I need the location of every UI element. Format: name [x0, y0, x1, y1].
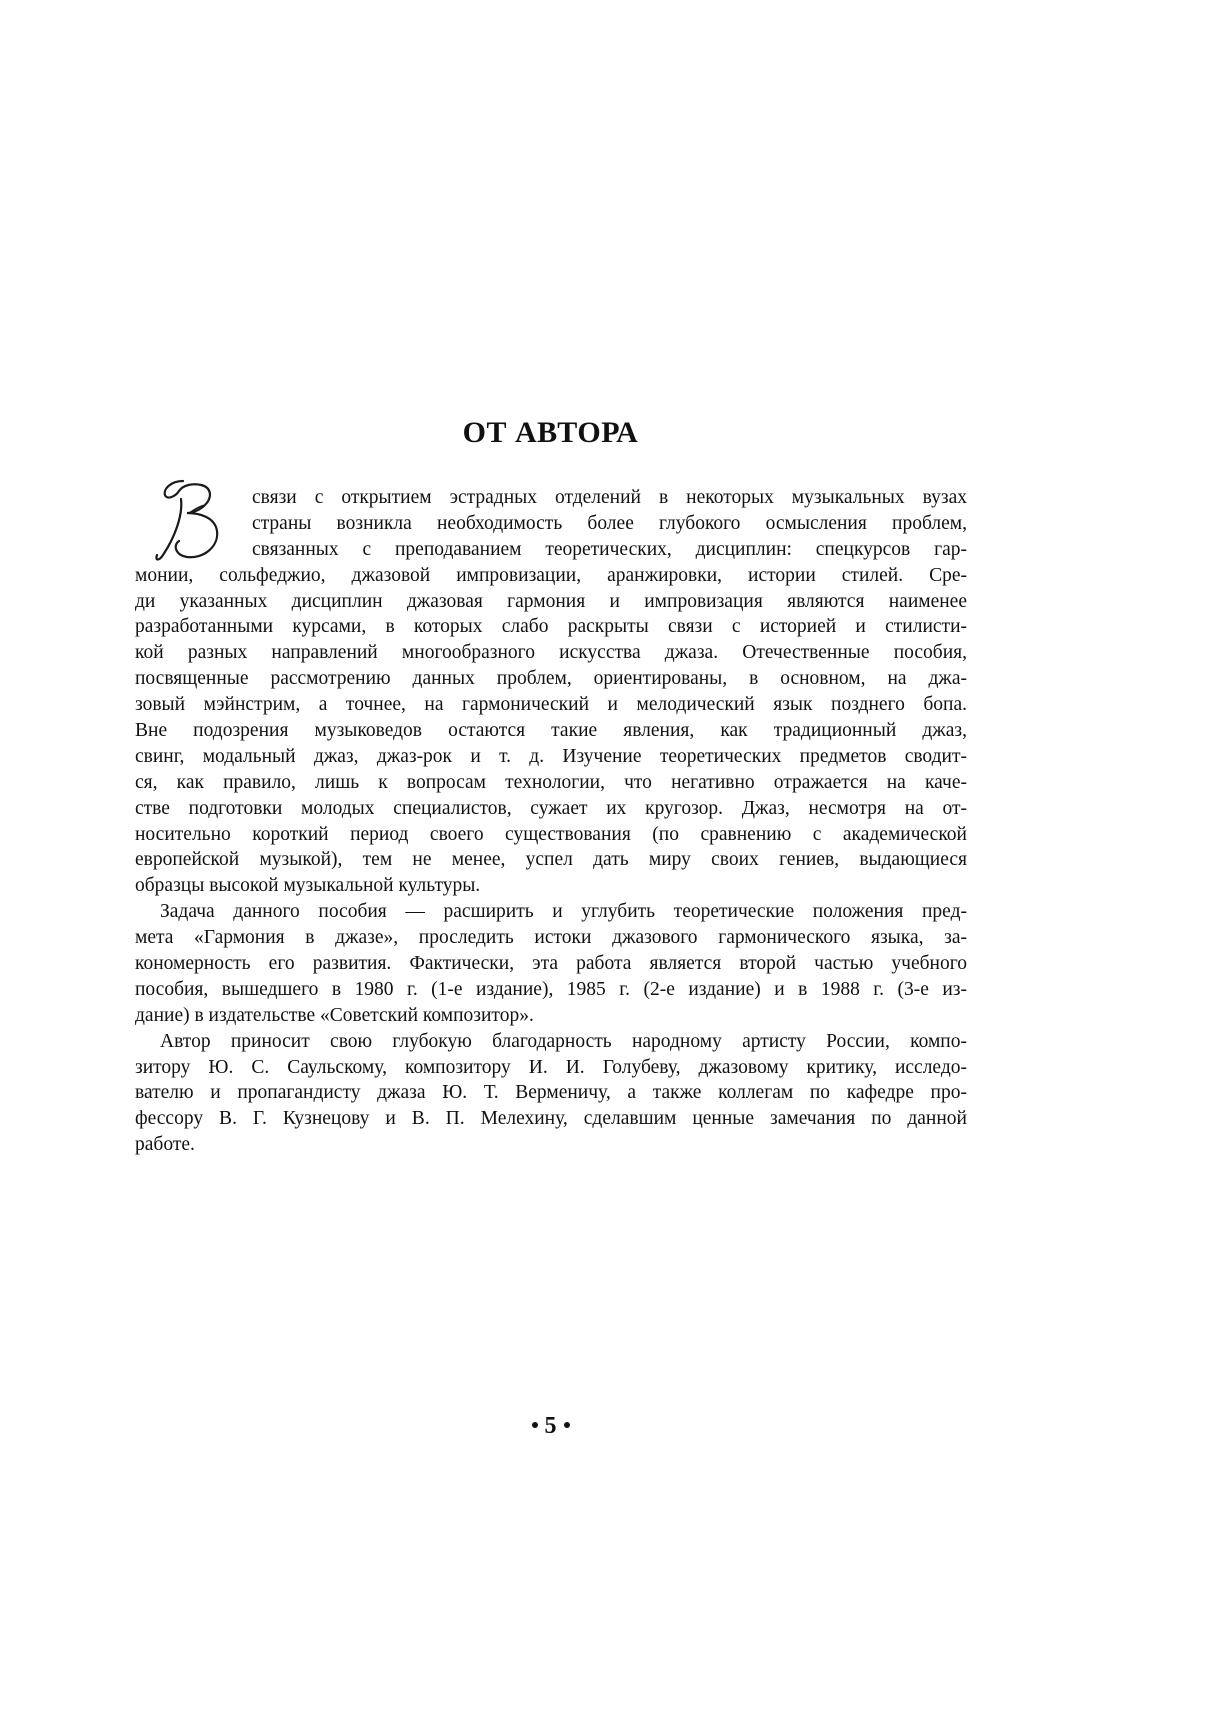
text-line: фессору В. Г. Кузнецову и В. П. Мелехину, сделавшим ценные замечания по данной	[135, 1108, 967, 1130]
page-number-value: 5	[544, 1413, 557, 1439]
text-line: связи с открытием эстрадных отделений в некоторых музыкальных вузах	[252, 487, 967, 508]
text-line: стве подготовки молодых специалистов, сужает их кругозор. Джаз, несмотря на от-	[135, 797, 967, 819]
text-line: посвященные рассмотрению данных проблем, ориентированы, в основном, на джа-	[135, 668, 967, 690]
page-number	[0, 1413, 1101, 1440]
text-line: кономерность его развития. Фактически, эта работа является второй частью учебного	[135, 953, 967, 975]
text-line: мета «Гармония в джазе», проследить истоки джазового гармонического языка, за-	[135, 927, 967, 949]
page-title: ОТ АВТОРА	[462, 416, 639, 449]
text-line: работе.	[135, 1134, 195, 1156]
text-line: разработанными курсами, в которых слабо раскрыты связи с историей и стилисти-	[135, 616, 967, 638]
text-line: Задача данного пособия — расширить и углубить теоретические положения пред-	[160, 901, 967, 923]
text-line: Автор приносит свою глубокую благодарность народному артисту России, компо-	[160, 1030, 967, 1052]
dropcap-letter-v	[153, 475, 245, 567]
text-line: европейской музыкой), тем не менее, успел дать миру своих гениев, выдающиеся	[135, 849, 967, 871]
paragraph-1	[135, 485, 967, 899]
text-line: зитору Ю. С. Саульскому, композитору И. И. Голубеву, джазовому критику, исследо-	[135, 1056, 967, 1078]
text-line: монии, сольфеджио, джазовой импровизации, аранжировки, истории стилей. Сре-	[135, 564, 967, 586]
text-line: пособия, вышедшего в 1980 г. (1-е издание), 1985 г. (2-е издание) и в 1988 г. (3-е из-	[135, 978, 967, 1000]
text-line: вателю и пропагандисту джаза Ю. Т. Верменичу, а также коллегам по кафедре про-	[135, 1082, 967, 1104]
paragraph-3	[135, 1029, 967, 1158]
text-line: зовый мэйнстрим, а точнее, на гармонический и мелодический язык позднего бопа.	[135, 694, 967, 716]
text-line: страны возникла необходимость более глубокого осмысления проблем,	[252, 512, 967, 534]
text-line: образцы высокой музыкальной культуры.	[135, 875, 481, 897]
bullet-dot-icon	[564, 1422, 570, 1428]
bullet-dot-icon	[532, 1422, 538, 1428]
paragraph-2	[135, 899, 967, 1028]
text-line: связанных с преподаванием теоретических, дисциплин: спецкурсов гар-	[252, 538, 967, 560]
text-line: Вне подозрения музыковедов остаются такие явления, как традиционный джаз,	[135, 720, 967, 742]
text-line: носительно короткий период своего существования (по сравнению с академической	[135, 823, 967, 845]
text-line: кой разных направлений многообразного искусства джаза. Отечественные пособия,	[135, 642, 967, 664]
text-line: ся, как правило, лишь к вопросам технологии, что негативно отражается на каче-	[135, 771, 967, 793]
text-line: свинг, модальный джаз, джаз-рок и т. д. Изучение теоретических предметов сводит-	[135, 745, 967, 767]
text-line: ди указанных дисциплин джазовая гармония и импровизация являются наименее	[135, 590, 967, 612]
body-text	[135, 485, 967, 1158]
text-line: дание) в издательстве «Советский композитор».	[135, 1004, 534, 1026]
